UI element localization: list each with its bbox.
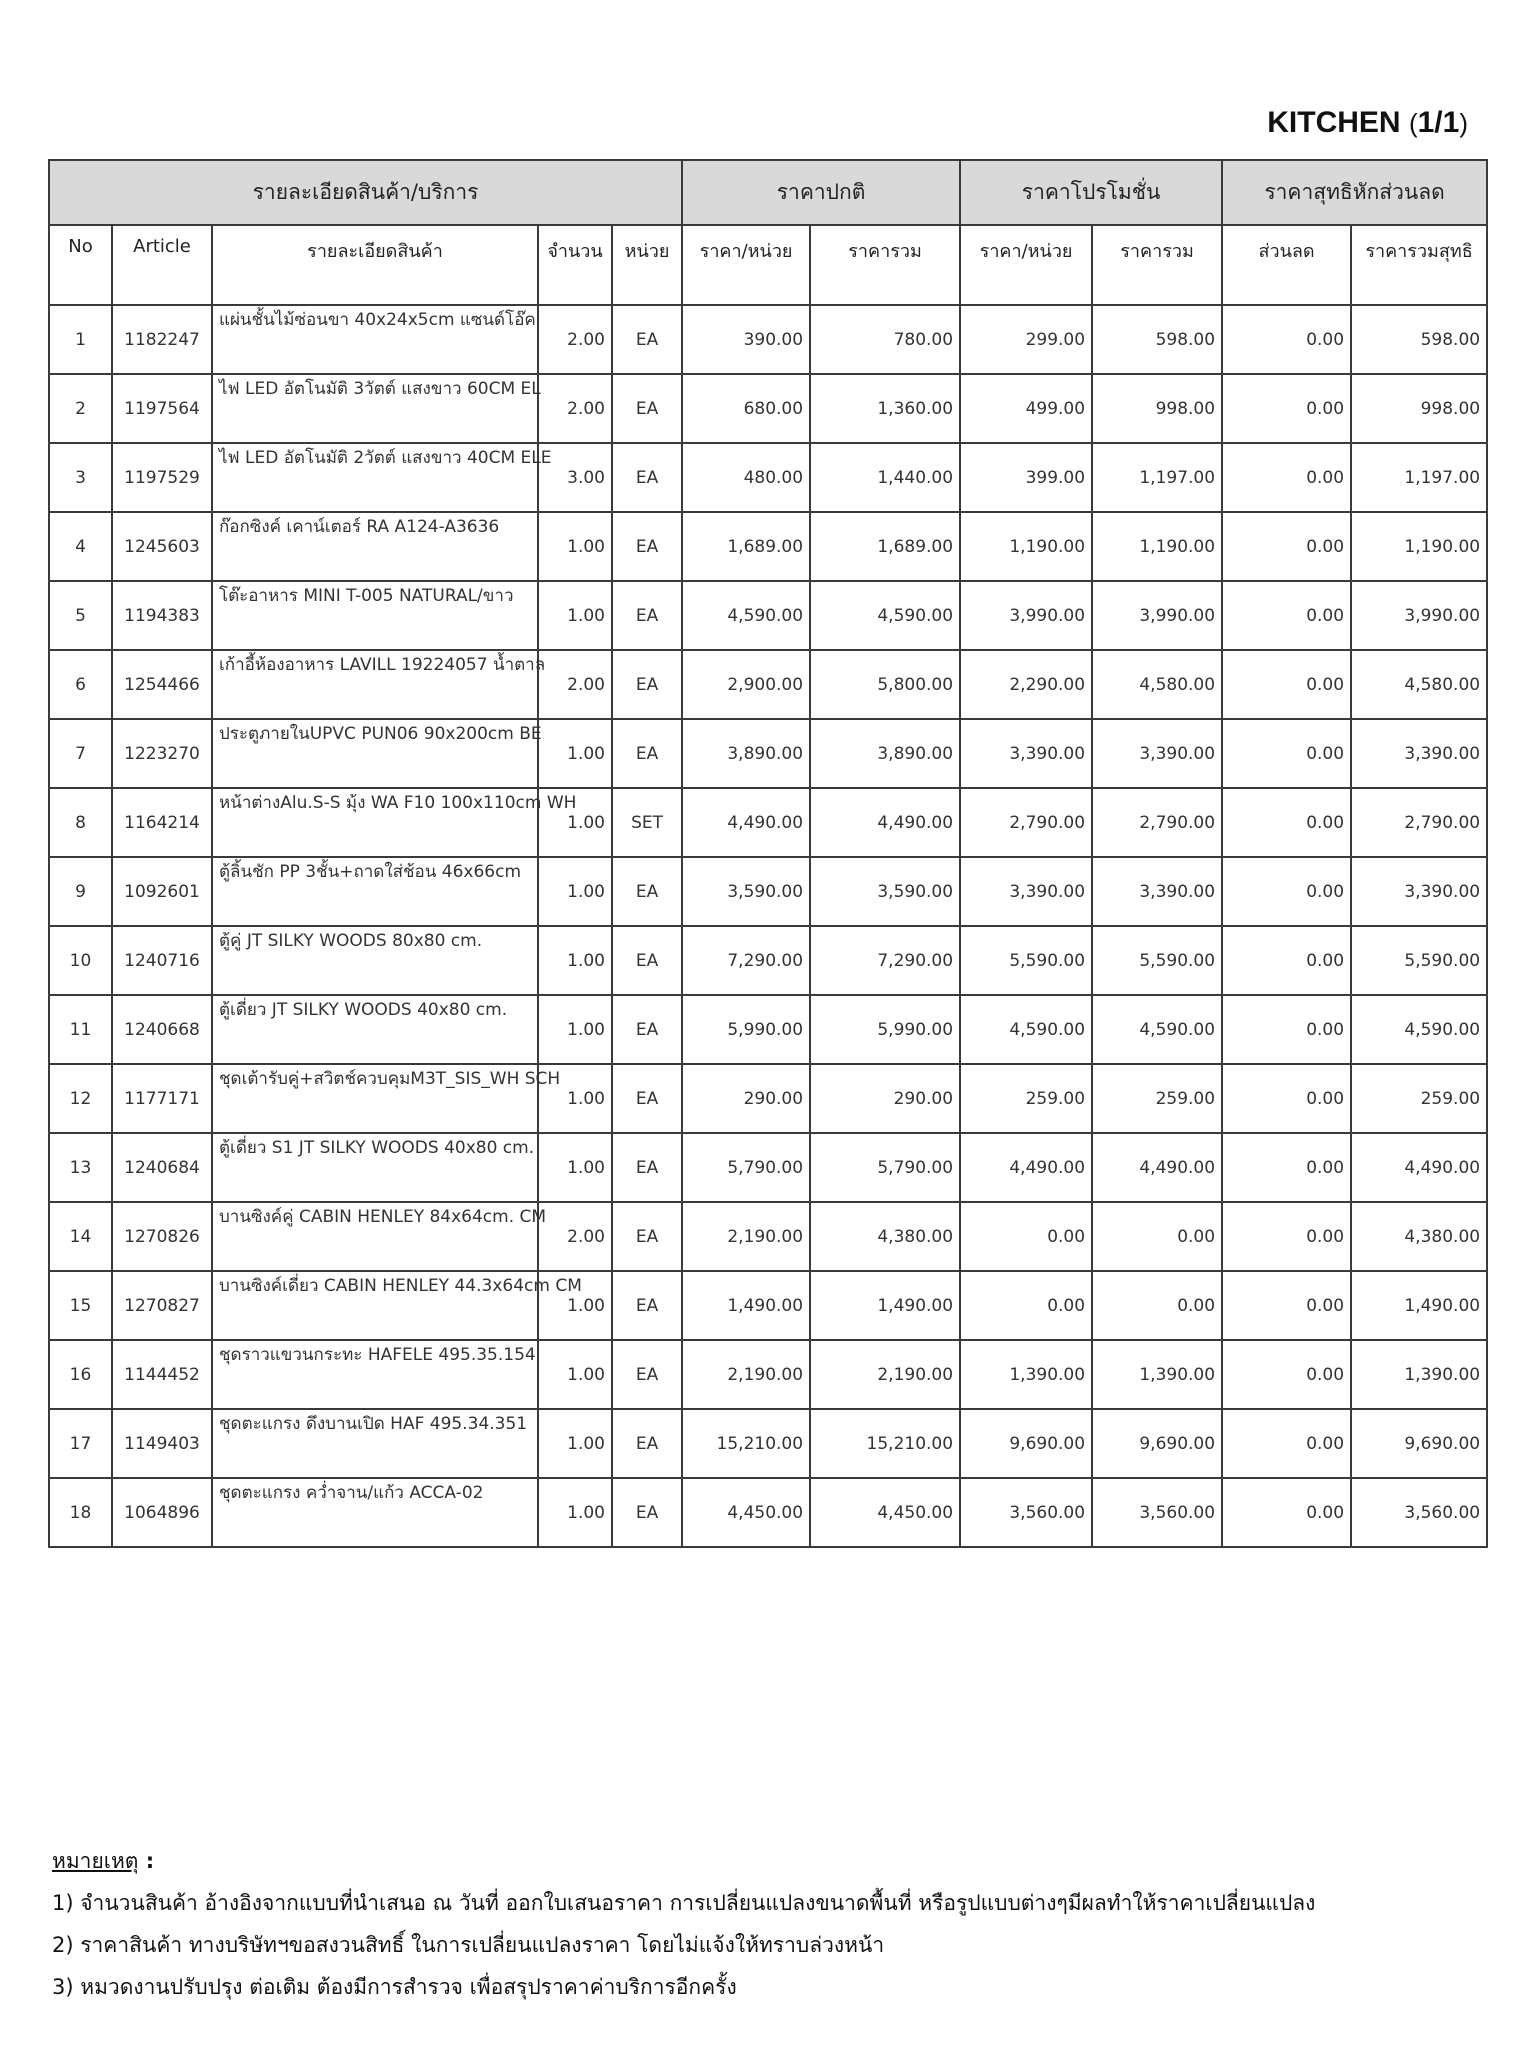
- item-article: 1270826: [112, 1202, 212, 1271]
- item-unit-price: 5,990.00: [682, 995, 810, 1064]
- item-net-total: 3,990.00: [1351, 581, 1487, 650]
- item-promo-unit-price: 9,690.00: [960, 1409, 1092, 1478]
- item-quantity: 2.00: [538, 305, 612, 374]
- page-title-text: KITCHEN: [1267, 106, 1401, 139]
- item-total: 290.00: [810, 1064, 960, 1133]
- item-net-total: 998.00: [1351, 374, 1487, 443]
- item-discount: 0.00: [1222, 926, 1351, 995]
- group-header-product-service: รายละเอียดสินค้า/บริการ: [49, 160, 682, 225]
- item-quantity: 1.00: [538, 788, 612, 857]
- item-promo-total: 1,190.00: [1092, 512, 1222, 581]
- item-description: บานซิงค์เดี่ยว CABIN HENLEY 44.3x64cm CM: [212, 1271, 538, 1340]
- item-discount: 0.00: [1222, 1478, 1351, 1547]
- item-promo-unit-price: 399.00: [960, 443, 1092, 512]
- table-row: [49, 650, 1487, 719]
- item-description: ตู้คู่ JT SILKY WOODS 80x80 cm.: [212, 926, 538, 995]
- item-quantity: 3.00: [538, 443, 612, 512]
- item-unit: SET: [612, 788, 682, 857]
- item-total: 4,450.00: [810, 1478, 960, 1547]
- item-discount: 0.00: [1222, 857, 1351, 926]
- item-total: 4,380.00: [810, 1202, 960, 1271]
- item-quantity: 1.00: [538, 1271, 612, 1340]
- item-unit-price: 680.00: [682, 374, 810, 443]
- item-quantity: 1.00: [538, 581, 612, 650]
- item-net-total: 1,490.00: [1351, 1271, 1487, 1340]
- item-quantity: 1.00: [538, 857, 612, 926]
- item-discount: 0.00: [1222, 1064, 1351, 1133]
- page-title-close-paren: ): [1459, 108, 1468, 138]
- item-net-total: 3,390.00: [1351, 719, 1487, 788]
- item-promo-unit-price: 0.00: [960, 1271, 1092, 1340]
- item-unit: EA: [612, 581, 682, 650]
- item-promo-total: 0.00: [1092, 1202, 1222, 1271]
- item-description: ชุดตะแกรง ดึงบานเปิด HAF 495.34.351: [212, 1409, 538, 1478]
- item-promo-unit-price: 2,290.00: [960, 650, 1092, 719]
- item-quantity: 2.00: [538, 650, 612, 719]
- item-promo-total: 3,560.00: [1092, 1478, 1222, 1547]
- item-discount: 0.00: [1222, 581, 1351, 650]
- item-description: แผ่นชั้นไม้ซ่อนขา 40x24x5cm แซนด์โอ๊ค: [212, 305, 538, 374]
- item-total: 4,590.00: [810, 581, 960, 650]
- item-net-total: 1,390.00: [1351, 1340, 1487, 1409]
- item-discount: 0.00: [1222, 443, 1351, 512]
- item-unit: EA: [612, 374, 682, 443]
- item-unit-price: 2,190.00: [682, 1202, 810, 1271]
- item-article: 1194383: [112, 581, 212, 650]
- item-rows: [49, 305, 1487, 1547]
- item-description: บานซิงค์คู่ CABIN HENLEY 84x64cm. CM: [212, 1202, 538, 1271]
- item-total: 1,490.00: [810, 1271, 960, 1340]
- item-no: 1: [49, 305, 112, 374]
- table-row: [49, 443, 1487, 512]
- item-promo-unit-price: 259.00: [960, 1064, 1092, 1133]
- col-header-discount: ส่วนลด: [1222, 225, 1351, 305]
- item-unit-price: 1,490.00: [682, 1271, 810, 1340]
- item-quantity: 1.00: [538, 1409, 612, 1478]
- item-unit: EA: [612, 650, 682, 719]
- group-header-net-price: ราคาสุทธิหักส่วนลด: [1222, 160, 1487, 225]
- item-quantity: 1.00: [538, 1133, 612, 1202]
- item-no: 4: [49, 512, 112, 581]
- table-row: [49, 926, 1487, 995]
- note-item: 2) ราคาสินค้า ทางบริษัทฯขอสงวนสิทธิ์ ในการเปลี่ยนแปลงราคา โดยไม่แจ้งให้ทราบล่วงหน้า: [52, 1933, 885, 1957]
- item-quantity: 1.00: [538, 512, 612, 581]
- item-unit-price: 4,490.00: [682, 788, 810, 857]
- item-unit: EA: [612, 305, 682, 374]
- group-header-row: [49, 160, 1487, 225]
- item-unit: EA: [612, 995, 682, 1064]
- item-discount: 0.00: [1222, 1202, 1351, 1271]
- item-article: 1254466: [112, 650, 212, 719]
- item-unit-price: 3,890.00: [682, 719, 810, 788]
- item-description: เก้าอี้ห้องอาหาร LAVILL 19224057 น้ำตาล: [212, 650, 538, 719]
- note-item: 1) จำนวนสินค้า อ้างอิงจากแบบที่นำเสนอ ณ วันที่ ออกใบเสนอราคา การเปลี่ยนแปลงขนาดพื้นที่ หรือรูปแบบต่างๆมีผลทำให้ราคาเปลี่ยนแปลง: [52, 1891, 1316, 1915]
- group-header-promo-price: ราคาโปรโมชั่น: [960, 160, 1222, 225]
- item-net-total: 1,197.00: [1351, 443, 1487, 512]
- item-unit-price: 4,450.00: [682, 1478, 810, 1547]
- item-no: 14: [49, 1202, 112, 1271]
- item-article: 1144452: [112, 1340, 212, 1409]
- item-promo-unit-price: 1,390.00: [960, 1340, 1092, 1409]
- item-description: ก๊อกซิงค์ เคาน์เตอร์ RA A124-A3636: [212, 512, 538, 581]
- item-unit-price: 15,210.00: [682, 1409, 810, 1478]
- item-no: 18: [49, 1478, 112, 1547]
- table-row: [49, 1064, 1487, 1133]
- item-no: 8: [49, 788, 112, 857]
- item-promo-total: 2,790.00: [1092, 788, 1222, 857]
- item-unit-price: 1,689.00: [682, 512, 810, 581]
- item-article: 1240716: [112, 926, 212, 995]
- table-row: [49, 788, 1487, 857]
- table-row: [49, 1478, 1487, 1547]
- item-quantity: 1.00: [538, 1478, 612, 1547]
- item-promo-total: 3,390.00: [1092, 857, 1222, 926]
- item-quantity: 1.00: [538, 995, 612, 1064]
- table-row: [49, 719, 1487, 788]
- item-unit: EA: [612, 1478, 682, 1547]
- table-row: [49, 995, 1487, 1064]
- item-net-total: 5,590.00: [1351, 926, 1487, 995]
- item-promo-unit-price: 4,490.00: [960, 1133, 1092, 1202]
- item-description: ชุดตะแกรง คว่ำจาน/แก้ว ACCA-02: [212, 1478, 538, 1547]
- item-no: 17: [49, 1409, 112, 1478]
- item-no: 7: [49, 719, 112, 788]
- item-article: 1064896: [112, 1478, 212, 1547]
- item-quantity: 2.00: [538, 374, 612, 443]
- item-discount: 0.00: [1222, 650, 1351, 719]
- col-header-quantity: จำนวน: [538, 225, 612, 305]
- item-promo-total: 4,590.00: [1092, 995, 1222, 1064]
- item-quantity: 1.00: [538, 1340, 612, 1409]
- item-discount: 0.00: [1222, 1409, 1351, 1478]
- item-total: 5,790.00: [810, 1133, 960, 1202]
- item-article: 1197529: [112, 443, 212, 512]
- item-quantity: 1.00: [538, 1064, 612, 1133]
- item-total: 4,490.00: [810, 788, 960, 857]
- item-discount: 0.00: [1222, 995, 1351, 1064]
- col-header-total: ราคารวม: [810, 225, 960, 305]
- item-article: 1182247: [112, 305, 212, 374]
- col-header-description: รายละเอียดสินค้า: [212, 225, 538, 305]
- item-total: 1,440.00: [810, 443, 960, 512]
- item-net-total: 3,560.00: [1351, 1478, 1487, 1547]
- item-total: 3,890.00: [810, 719, 960, 788]
- item-net-total: 4,490.00: [1351, 1133, 1487, 1202]
- table-row: [49, 512, 1487, 581]
- table-row: [49, 857, 1487, 926]
- item-no: 10: [49, 926, 112, 995]
- item-promo-unit-price: 3,990.00: [960, 581, 1092, 650]
- item-article: 1092601: [112, 857, 212, 926]
- item-no: 3: [49, 443, 112, 512]
- item-unit: EA: [612, 1133, 682, 1202]
- item-total: 5,800.00: [810, 650, 960, 719]
- item-discount: 0.00: [1222, 1271, 1351, 1340]
- item-promo-unit-price: 499.00: [960, 374, 1092, 443]
- item-net-total: 259.00: [1351, 1064, 1487, 1133]
- col-header-no: No: [49, 225, 112, 305]
- item-unit: EA: [612, 443, 682, 512]
- item-quantity: 2.00: [538, 1202, 612, 1271]
- item-discount: 0.00: [1222, 374, 1351, 443]
- item-unit-price: 3,590.00: [682, 857, 810, 926]
- item-unit-price: 2,190.00: [682, 1340, 810, 1409]
- item-total: 7,290.00: [810, 926, 960, 995]
- item-promo-total: 0.00: [1092, 1271, 1222, 1340]
- notes-heading-colon: :: [138, 1849, 155, 1873]
- notes-heading: หมายเหตุ: [52, 1849, 139, 1873]
- item-no: 16: [49, 1340, 112, 1409]
- column-header-row: [49, 225, 1487, 305]
- item-unit-price: 5,790.00: [682, 1133, 810, 1202]
- page-title-open-paren: (: [1408, 108, 1418, 138]
- page-number: 1/1: [1417, 106, 1460, 139]
- item-unit-price: 2,900.00: [682, 650, 810, 719]
- item-article: 1164214: [112, 788, 212, 857]
- item-total: 15,210.00: [810, 1409, 960, 1478]
- item-promo-unit-price: 3,390.00: [960, 857, 1092, 926]
- item-no: 5: [49, 581, 112, 650]
- item-article: 1177171: [112, 1064, 212, 1133]
- item-unit: EA: [612, 926, 682, 995]
- item-unit: EA: [612, 857, 682, 926]
- item-promo-unit-price: 4,590.00: [960, 995, 1092, 1064]
- item-net-total: 1,190.00: [1351, 512, 1487, 581]
- item-net-total: 3,390.00: [1351, 857, 1487, 926]
- item-unit: EA: [612, 719, 682, 788]
- col-header-unit: หน่วย: [612, 225, 682, 305]
- item-promo-unit-price: 3,560.00: [960, 1478, 1092, 1547]
- item-net-total: 4,580.00: [1351, 650, 1487, 719]
- item-unit: EA: [612, 1340, 682, 1409]
- item-total: 3,590.00: [810, 857, 960, 926]
- item-promo-unit-price: 0.00: [960, 1202, 1092, 1271]
- col-header-promo-unit-price: ราคา/หน่วย: [960, 225, 1092, 305]
- item-unit: EA: [612, 512, 682, 581]
- item-unit-price: 7,290.00: [682, 926, 810, 995]
- item-unit: EA: [612, 1064, 682, 1133]
- item-unit: EA: [612, 1271, 682, 1340]
- item-no: 6: [49, 650, 112, 719]
- item-promo-unit-price: 2,790.00: [960, 788, 1092, 857]
- item-no: 9: [49, 857, 112, 926]
- item-total: 5,990.00: [810, 995, 960, 1064]
- item-total: 2,190.00: [810, 1340, 960, 1409]
- item-quantity: 1.00: [538, 719, 612, 788]
- item-total: 1,360.00: [810, 374, 960, 443]
- col-header-article: Article: [112, 225, 212, 305]
- item-promo-total: 5,590.00: [1092, 926, 1222, 995]
- item-promo-total: 1,197.00: [1092, 443, 1222, 512]
- item-unit-price: 290.00: [682, 1064, 810, 1133]
- table-row: [49, 1202, 1487, 1271]
- table-row: [49, 1340, 1487, 1409]
- quotation-table: [48, 159, 1488, 1548]
- item-no: 13: [49, 1133, 112, 1202]
- item-promo-total: 1,390.00: [1092, 1340, 1222, 1409]
- notes-section: [52, 1840, 1315, 2008]
- item-promo-total: 3,990.00: [1092, 581, 1222, 650]
- item-article: 1240684: [112, 1133, 212, 1202]
- item-discount: 0.00: [1222, 305, 1351, 374]
- item-no: 2: [49, 374, 112, 443]
- item-promo-total: 3,390.00: [1092, 719, 1222, 788]
- item-no: 15: [49, 1271, 112, 1340]
- col-header-net-total: ราคารวมสุทธิ: [1351, 225, 1487, 305]
- item-total: 780.00: [810, 305, 960, 374]
- item-net-total: 2,790.00: [1351, 788, 1487, 857]
- item-article: 1270827: [112, 1271, 212, 1340]
- item-unit: EA: [612, 1409, 682, 1478]
- table-row: [49, 581, 1487, 650]
- item-article: 1197564: [112, 374, 212, 443]
- item-promo-unit-price: 1,190.00: [960, 512, 1092, 581]
- item-description: ประตูภายในUPVC PUN06 90x200cm BE: [212, 719, 538, 788]
- item-promo-total: 4,490.00: [1092, 1133, 1222, 1202]
- item-article: 1149403: [112, 1409, 212, 1478]
- item-promo-unit-price: 3,390.00: [960, 719, 1092, 788]
- item-discount: 0.00: [1222, 719, 1351, 788]
- table-row: [49, 1271, 1487, 1340]
- col-header-unit-price: ราคา/หน่วย: [682, 225, 810, 305]
- table-row: [49, 1409, 1487, 1478]
- col-header-promo-total: ราคารวม: [1092, 225, 1222, 305]
- item-promo-total: 4,580.00: [1092, 650, 1222, 719]
- item-promo-total: 998.00: [1092, 374, 1222, 443]
- item-unit-price: 480.00: [682, 443, 810, 512]
- item-net-total: 598.00: [1351, 305, 1487, 374]
- item-description: ตู้ลิ้นชัก PP 3ชั้น+ถาดใส่ช้อน 46x66cm: [212, 857, 538, 926]
- item-promo-total: 9,690.00: [1092, 1409, 1222, 1478]
- item-promo-unit-price: 299.00: [960, 305, 1092, 374]
- item-discount: 0.00: [1222, 788, 1351, 857]
- group-header-normal-price: ราคาปกติ: [682, 160, 960, 225]
- item-quantity: 1.00: [538, 926, 612, 995]
- item-promo-total: 598.00: [1092, 305, 1222, 374]
- item-article: 1240668: [112, 995, 212, 1064]
- item-description: ไฟ LED อัตโนมัติ 3วัตต์ แสงขาว 60CM EL: [212, 374, 538, 443]
- item-discount: 0.00: [1222, 1340, 1351, 1409]
- item-unit-price: 390.00: [682, 305, 810, 374]
- item-discount: 0.00: [1222, 1133, 1351, 1202]
- item-promo-total: 259.00: [1092, 1064, 1222, 1133]
- item-net-total: 4,590.00: [1351, 995, 1487, 1064]
- table-row: [49, 1133, 1487, 1202]
- item-description: ชุดราวแขวนกระทะ HAFELE 495.35.154: [212, 1340, 538, 1409]
- item-description: หน้าต่างAlu.S-S มุ้ง WA F10 100x110cm WH: [212, 788, 538, 857]
- table-row: [49, 305, 1487, 374]
- item-no: 11: [49, 995, 112, 1064]
- item-description: ตู้เดี่ยว JT SILKY WOODS 40x80 cm.: [212, 995, 538, 1064]
- table-row: [49, 374, 1487, 443]
- item-article: 1223270: [112, 719, 212, 788]
- item-net-total: 4,380.00: [1351, 1202, 1487, 1271]
- item-unit-price: 4,590.00: [682, 581, 810, 650]
- notes-heading-line: [52, 1840, 1315, 1882]
- item-description: โต๊ะอาหาร MINI T-005 NATURAL/ขาว: [212, 581, 538, 650]
- item-article: 1245603: [112, 512, 212, 581]
- item-description: ไฟ LED อัตโนมัติ 2วัตต์ แสงขาว 40CM ELE: [212, 443, 538, 512]
- item-unit: EA: [612, 1202, 682, 1271]
- item-total: 1,689.00: [810, 512, 960, 581]
- note-item: 3) หมวดงานปรับปรุง ต่อเติม ต้องมีการสำรวจ เพื่อสรุปราคาค่าบริการอีกครั้ง: [52, 1975, 737, 1999]
- page-title: [1267, 106, 1468, 140]
- item-net-total: 9,690.00: [1351, 1409, 1487, 1478]
- item-description: ตู้เดี่ยว S1 JT SILKY WOODS 40x80 cm.: [212, 1133, 538, 1202]
- item-promo-unit-price: 5,590.00: [960, 926, 1092, 995]
- item-no: 12: [49, 1064, 112, 1133]
- item-discount: 0.00: [1222, 512, 1351, 581]
- item-description: ชุดเต้ารับคู่+สวิตช์ควบคุมM3T_SIS_WH SCH: [212, 1064, 538, 1133]
